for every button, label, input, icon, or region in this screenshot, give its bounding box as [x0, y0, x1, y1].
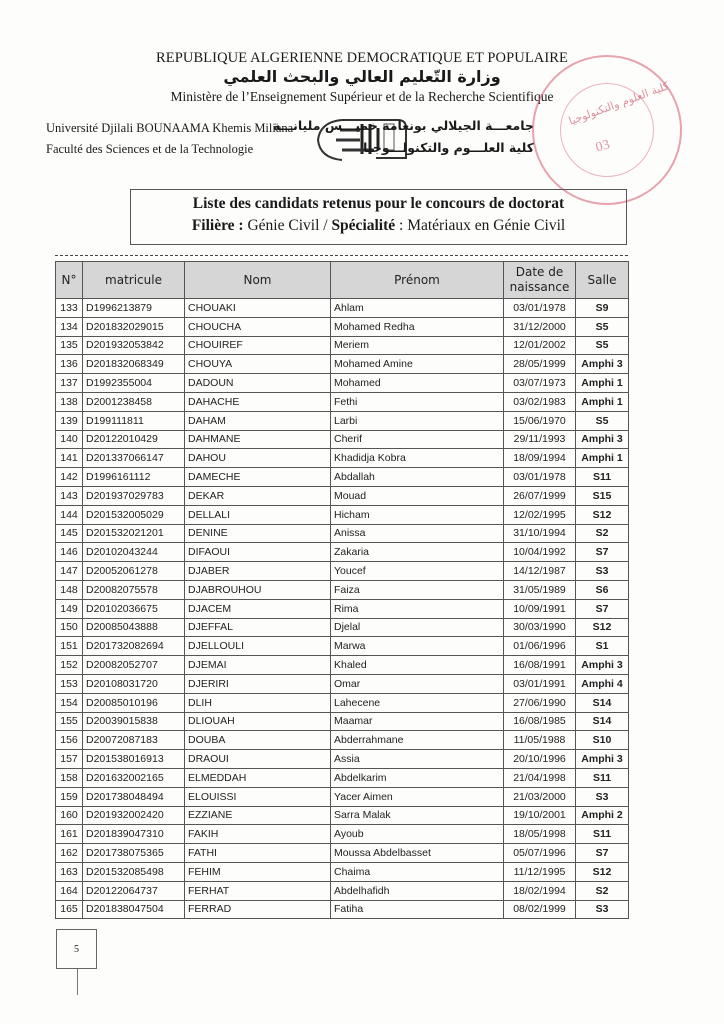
- cell-prenom: Fatiha: [331, 900, 504, 919]
- cell-matricule: D201538016913: [83, 750, 185, 769]
- table-row: [56, 693, 629, 712]
- cell-date: 05/07/1996: [504, 844, 576, 863]
- cell-date: 03/01/1978: [504, 299, 576, 318]
- table-row: [56, 656, 629, 675]
- cell-matricule: D201932053842: [83, 336, 185, 355]
- cell-matricule: D20082075578: [83, 580, 185, 599]
- cell-prenom: Sarra Malak: [331, 806, 504, 825]
- cell-prenom: Djelal: [331, 618, 504, 637]
- cell-nom: CHOUYA: [185, 355, 331, 374]
- cell-salle: Amphi 1: [576, 449, 629, 468]
- republic-heading: REPUBLIQUE ALGERIENNE DEMOCRATIQUE ET POPULAIRE: [155, 50, 569, 66]
- col-header-prenom: Prénom: [331, 262, 504, 299]
- cell-nom: DJERIRI: [185, 674, 331, 693]
- table-row: [56, 580, 629, 599]
- cell-salle: S11: [576, 768, 629, 787]
- cell-n: 140: [56, 430, 83, 449]
- cell-date: 21/03/2000: [504, 787, 576, 806]
- cell-date: 01/06/1996: [504, 637, 576, 656]
- cell-nom: FAKIH: [185, 825, 331, 844]
- cell-matricule: D201632002165: [83, 768, 185, 787]
- table-header-row: [56, 262, 629, 299]
- cell-salle: Amphi 3: [576, 430, 629, 449]
- cell-prenom: Ahlam: [331, 299, 504, 318]
- cell-matricule: D1996161112: [83, 468, 185, 487]
- cell-n: 152: [56, 656, 83, 675]
- cell-n: 141: [56, 449, 83, 468]
- cell-salle: S3: [576, 787, 629, 806]
- cell-n: 146: [56, 543, 83, 562]
- cell-n: 136: [56, 355, 83, 374]
- cell-prenom: Cherif: [331, 430, 504, 449]
- cell-matricule: D201532021201: [83, 524, 185, 543]
- cell-matricule: D20102036675: [83, 599, 185, 618]
- institution-french: [46, 118, 293, 160]
- cell-matricule: D201838047504: [83, 900, 185, 919]
- cell-nom: DJEMAI: [185, 656, 331, 675]
- cell-n: 151: [56, 637, 83, 656]
- cell-matricule: D20108031720: [83, 674, 185, 693]
- cell-date: 16/08/1985: [504, 712, 576, 731]
- cell-matricule: D20072087183: [83, 731, 185, 750]
- cell-salle: S7: [576, 599, 629, 618]
- cell-nom: DAMECHE: [185, 468, 331, 487]
- cell-n: 147: [56, 562, 83, 581]
- cell-date: 08/02/1999: [504, 900, 576, 919]
- col-header-date: Date de naissance: [504, 262, 576, 299]
- table-row: [56, 881, 629, 900]
- ministry-heading-arabic: وزارة التّعليم العالي والبحث العلمي: [223, 67, 501, 86]
- cell-date: 28/05/1999: [504, 355, 576, 374]
- cell-matricule: D20085010196: [83, 693, 185, 712]
- table-row: [56, 524, 629, 543]
- cell-salle: S6: [576, 580, 629, 599]
- cell-date: 31/05/1989: [504, 580, 576, 599]
- cell-salle: S5: [576, 411, 629, 430]
- cell-nom: CHOUIREF: [185, 336, 331, 355]
- cell-salle: S7: [576, 844, 629, 863]
- table-row: [56, 449, 629, 468]
- cell-salle: S3: [576, 562, 629, 581]
- cell-prenom: Mohamed Amine: [331, 355, 504, 374]
- cell-nom: DELLALI: [185, 505, 331, 524]
- cell-matricule: D201732082694: [83, 637, 185, 656]
- cell-nom: CHOUCHA: [185, 317, 331, 336]
- cell-salle: S12: [576, 862, 629, 881]
- cell-matricule: D201738075365: [83, 844, 185, 863]
- filiere-label: Filière :: [191, 217, 244, 234]
- cell-nom: EZZIANE: [185, 806, 331, 825]
- cell-matricule: D20082052707: [83, 656, 185, 675]
- cell-date: 12/02/1995: [504, 505, 576, 524]
- cell-prenom: Faiza: [331, 580, 504, 599]
- table-row: [56, 299, 629, 318]
- cell-date: 03/02/1983: [504, 392, 576, 411]
- cell-salle: S15: [576, 486, 629, 505]
- cell-prenom: Anissa: [331, 524, 504, 543]
- cell-salle: S2: [576, 524, 629, 543]
- cell-salle: S14: [576, 712, 629, 731]
- dashed-divider: [55, 255, 628, 256]
- cell-matricule: D201832068349: [83, 355, 185, 374]
- col-header-matricule: matricule: [83, 262, 185, 299]
- cell-date: 11/12/1995: [504, 862, 576, 881]
- cell-prenom: Meriem: [331, 336, 504, 355]
- cell-matricule: D2001238458: [83, 392, 185, 411]
- cell-matricule: D199111811: [83, 411, 185, 430]
- cell-prenom: Mohamed: [331, 374, 504, 393]
- cell-salle: S3: [576, 900, 629, 919]
- cell-salle: S12: [576, 618, 629, 637]
- cell-n: 142: [56, 468, 83, 487]
- cell-n: 164: [56, 881, 83, 900]
- cell-matricule: D1992355004: [83, 374, 185, 393]
- cell-salle: S11: [576, 825, 629, 844]
- table-row: [56, 731, 629, 750]
- cell-date: 20/10/1996: [504, 750, 576, 769]
- table-row: [56, 505, 629, 524]
- cell-prenom: Mouad: [331, 486, 504, 505]
- cell-n: 135: [56, 336, 83, 355]
- cell-nom: DJELLOULI: [185, 637, 331, 656]
- cell-prenom: Khadidja Kobra: [331, 449, 504, 468]
- cell-n: 155: [56, 712, 83, 731]
- faculty-name-french: Faculté des Sciences et de la Technologie: [46, 142, 254, 156]
- cell-nom: ELMEDDAH: [185, 768, 331, 787]
- cell-prenom: Yacer Aimen: [331, 787, 504, 806]
- cell-prenom: Assia: [331, 750, 504, 769]
- cell-date: 18/05/1998: [504, 825, 576, 844]
- cell-prenom: Fethi: [331, 392, 504, 411]
- cell-prenom: Marwa: [331, 637, 504, 656]
- table-row: [56, 430, 629, 449]
- cell-prenom: Rima: [331, 599, 504, 618]
- cell-matricule: D20052061278: [83, 562, 185, 581]
- table-row: [56, 411, 629, 430]
- cell-matricule: D201738048494: [83, 787, 185, 806]
- cell-nom: DRAOUI: [185, 750, 331, 769]
- table-row: [56, 900, 629, 919]
- table-row: [56, 674, 629, 693]
- cell-date: 15/06/1970: [504, 411, 576, 430]
- cell-nom: DIFAOUI: [185, 543, 331, 562]
- cell-n: 165: [56, 900, 83, 919]
- specialty-line: [131, 217, 626, 235]
- cell-salle: S2: [576, 881, 629, 900]
- cell-n: 153: [56, 674, 83, 693]
- cell-n: 163: [56, 862, 83, 881]
- cell-salle: Amphi 1: [576, 374, 629, 393]
- cell-matricule: D201937029783: [83, 486, 185, 505]
- cell-n: 161: [56, 825, 83, 844]
- cell-prenom: Khaled: [331, 656, 504, 675]
- cell-matricule: D201832029015: [83, 317, 185, 336]
- cell-nom: DLIOUAH: [185, 712, 331, 731]
- cell-date: 21/04/1998: [504, 768, 576, 787]
- page-number-tick: [77, 969, 78, 995]
- table-row: [56, 543, 629, 562]
- cell-prenom: Ayoub: [331, 825, 504, 844]
- cell-n: 139: [56, 411, 83, 430]
- cell-date: 27/06/1990: [504, 693, 576, 712]
- cell-nom: FEHIM: [185, 862, 331, 881]
- cell-prenom: Chaima: [331, 862, 504, 881]
- cell-nom: DAHACHE: [185, 392, 331, 411]
- cell-date: 10/04/1992: [504, 543, 576, 562]
- cell-date: 18/02/1994: [504, 881, 576, 900]
- cell-prenom: Abdallah: [331, 468, 504, 487]
- cell-n: 138: [56, 392, 83, 411]
- cell-date: 29/11/1993: [504, 430, 576, 449]
- cell-n: 150: [56, 618, 83, 637]
- table-row: [56, 317, 629, 336]
- cell-matricule: D201839047310: [83, 825, 185, 844]
- table-row: [56, 599, 629, 618]
- cell-nom: DJABROUHOU: [185, 580, 331, 599]
- table-row: [56, 844, 629, 863]
- cell-nom: DENINE: [185, 524, 331, 543]
- table-row: [56, 637, 629, 656]
- cell-date: 03/07/1973: [504, 374, 576, 393]
- official-stamp-icon: [532, 55, 682, 205]
- cell-date: 31/10/1994: [504, 524, 576, 543]
- stamp-number: 03: [594, 137, 612, 156]
- institution-arabic: [273, 115, 534, 159]
- cell-n: 162: [56, 844, 83, 863]
- cell-matricule: D20102043244: [83, 543, 185, 562]
- cell-n: 144: [56, 505, 83, 524]
- cell-matricule: D201532085498: [83, 862, 185, 881]
- cell-date: 19/10/2001: [504, 806, 576, 825]
- cell-salle: S5: [576, 336, 629, 355]
- cell-date: 30/03/1990: [504, 618, 576, 637]
- stamp-text: كلية العلوم والتكنولوجيا: [566, 79, 671, 128]
- faculty-name-arabic: كلية العلـــوم والتكنولـــوجيا: [363, 140, 534, 155]
- cell-prenom: Abderrahmane: [331, 731, 504, 750]
- cell-nom: CHOUAKI: [185, 299, 331, 318]
- table-row: [56, 768, 629, 787]
- cell-salle: Amphi 3: [576, 656, 629, 675]
- col-header-number: N°: [56, 262, 83, 299]
- cell-matricule: D1996213879: [83, 299, 185, 318]
- cell-prenom: Zakaria: [331, 543, 504, 562]
- page-number-box: [56, 929, 97, 969]
- cell-date: 18/09/1994: [504, 449, 576, 468]
- cell-date: 03/01/1978: [504, 468, 576, 487]
- candidates-table: [55, 261, 629, 919]
- col-header-nom: Nom: [185, 262, 331, 299]
- cell-nom: DAHOU: [185, 449, 331, 468]
- table-row: [56, 468, 629, 487]
- table-row: [56, 618, 629, 637]
- cell-prenom: Moussa Abdelbasset: [331, 844, 504, 863]
- university-name-arabic: جامعـــة الجيلالي بونعامة خميـــس مليانـــة: [272, 118, 534, 133]
- cell-nom: DEKAR: [185, 486, 331, 505]
- table-row: [56, 750, 629, 769]
- cell-n: 133: [56, 299, 83, 318]
- cell-prenom: Youcef: [331, 562, 504, 581]
- table-row: [56, 374, 629, 393]
- cell-n: 145: [56, 524, 83, 543]
- cell-nom: DOUBA: [185, 731, 331, 750]
- cell-nom: DAHAM: [185, 411, 331, 430]
- cell-nom: FATHI: [185, 844, 331, 863]
- cell-date: 26/07/1999: [504, 486, 576, 505]
- cell-salle: Amphi 3: [576, 750, 629, 769]
- cell-n: 158: [56, 768, 83, 787]
- cell-date: 11/05/1988: [504, 731, 576, 750]
- cell-matricule: D201532005029: [83, 505, 185, 524]
- cell-prenom: Hicham: [331, 505, 504, 524]
- cell-matricule: D20085043888: [83, 618, 185, 637]
- cell-prenom: Mohamed Redha: [331, 317, 504, 336]
- table-row: [56, 825, 629, 844]
- table-row: [56, 862, 629, 881]
- table-row: [56, 355, 629, 374]
- cell-n: 148: [56, 580, 83, 599]
- cell-salle: Amphi 2: [576, 806, 629, 825]
- cell-salle: Amphi 3: [576, 355, 629, 374]
- cell-date: 03/01/1991: [504, 674, 576, 693]
- cell-salle: S5: [576, 317, 629, 336]
- cell-salle: S10: [576, 731, 629, 750]
- table-body: [56, 299, 629, 919]
- cell-salle: S11: [576, 468, 629, 487]
- cell-matricule: D20122010429: [83, 430, 185, 449]
- specialite-label: Spécialité: [331, 217, 396, 234]
- cell-nom: FERHAT: [185, 881, 331, 900]
- cell-prenom: Abdelkarim: [331, 768, 504, 787]
- cell-n: 134: [56, 317, 83, 336]
- cell-prenom: Maamar: [331, 712, 504, 731]
- cell-matricule: D20122064737: [83, 881, 185, 900]
- cell-salle: S1: [576, 637, 629, 656]
- table-row: [56, 806, 629, 825]
- cell-salle: S7: [576, 543, 629, 562]
- table-row: [56, 562, 629, 581]
- cell-n: 137: [56, 374, 83, 393]
- university-name-french: Université Djilali BOUNAAMA Khemis Miliana: [46, 121, 294, 135]
- cell-nom: FERRAD: [185, 900, 331, 919]
- col-header-salle: Salle: [576, 262, 629, 299]
- cell-n: 157: [56, 750, 83, 769]
- cell-nom: DLIH: [185, 693, 331, 712]
- cell-salle: S12: [576, 505, 629, 524]
- cell-matricule: D201932002420: [83, 806, 185, 825]
- cell-date: 14/12/1987: [504, 562, 576, 581]
- page-number: 5: [74, 944, 79, 955]
- cell-nom: DADOUN: [185, 374, 331, 393]
- cell-salle: Amphi 4: [576, 674, 629, 693]
- cell-prenom: Abdelhafidh: [331, 881, 504, 900]
- cell-matricule: D201337066147: [83, 449, 185, 468]
- table-row: [56, 392, 629, 411]
- table-row: [56, 336, 629, 355]
- cell-n: 156: [56, 731, 83, 750]
- cell-nom: DAHMANE: [185, 430, 331, 449]
- cell-n: 154: [56, 693, 83, 712]
- cell-n: 143: [56, 486, 83, 505]
- cell-n: 149: [56, 599, 83, 618]
- cell-n: 159: [56, 787, 83, 806]
- cell-nom: DJEFFAL: [185, 618, 331, 637]
- cell-nom: DJABER: [185, 562, 331, 581]
- cell-date: 16/08/1991: [504, 656, 576, 675]
- cell-matricule: D20039015838: [83, 712, 185, 731]
- cell-prenom: Lahecene: [331, 693, 504, 712]
- ministry-heading-french: Ministère de l’Enseignement Supérieur et de la Recherche Scientifique: [170, 89, 554, 104]
- cell-date: 31/12/2000: [504, 317, 576, 336]
- cell-nom: ELOUISSI: [185, 787, 331, 806]
- cell-salle: Amphi 1: [576, 392, 629, 411]
- cell-salle: S14: [576, 693, 629, 712]
- cell-prenom: Larbi: [331, 411, 504, 430]
- document-title-box: [130, 189, 627, 245]
- cell-n: 160: [56, 806, 83, 825]
- table-row: [56, 787, 629, 806]
- table-row: [56, 712, 629, 731]
- cell-date: 10/09/1991: [504, 599, 576, 618]
- filiere-value: Génie Civil /: [243, 217, 332, 234]
- cell-prenom: Omar: [331, 674, 504, 693]
- cell-salle: S9: [576, 299, 629, 318]
- specialite-value: : Matériaux en Génie Civil: [395, 217, 566, 234]
- table-row: [56, 486, 629, 505]
- document-title: Liste des candidats retenus pour le concours de doctorat: [192, 195, 565, 212]
- cell-date: 12/01/2002: [504, 336, 576, 355]
- cell-nom: DJACEM: [185, 599, 331, 618]
